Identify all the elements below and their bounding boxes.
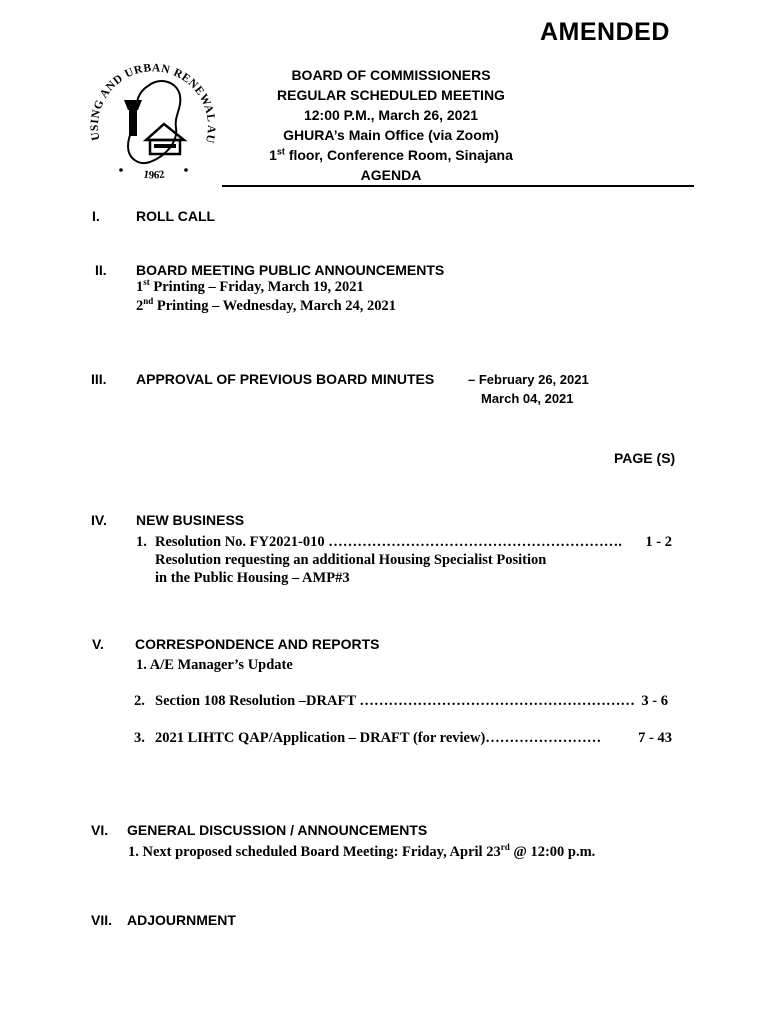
section-7-title: ADJOURNMENT (127, 912, 236, 928)
section-4-item-1-line-1: Resolution No. FY2021-010 ……………………………………………………. (155, 534, 622, 550)
seal-year: 1962 (142, 168, 166, 182)
section-6-number: VI. (91, 822, 109, 838)
section-6-title: GENERAL DISCUSSION / ANNOUNCEMENTS (127, 822, 428, 838)
s2-item2-b: Printing – Wednesday, March 24, 2021 (153, 298, 397, 314)
header-location: GHURA’s Main Office (via Zoom) (283, 127, 499, 143)
section-1-title: ROLL CALL (136, 208, 216, 224)
section-4-item-1-pages: 1 - 2 (645, 534, 672, 550)
s6-item1-sup: rd (500, 842, 510, 853)
section-2-item-2 (136, 298, 396, 315)
section-5-item-3-number: 3. (134, 730, 145, 746)
section-1-number: I. (92, 208, 100, 224)
s2-item1-sup: st (143, 277, 150, 288)
s6-item1-a: 1. Next proposed scheduled Board Meeting: Friday, April 23 (128, 844, 501, 860)
s2-item1-a: 1 (136, 279, 144, 295)
seal-text: USING AND URBAN RENEWAL AU (88, 62, 218, 145)
header-board: BOARD OF COMMISSIONERS (291, 67, 491, 83)
s2-item2-sup: nd (143, 296, 154, 307)
section-2-title: BOARD MEETING PUBLIC ANNOUNCEMENTS (136, 262, 445, 278)
section-5-item-2-number: 2. (134, 693, 145, 709)
s2-item1-b: Printing – Friday, March 19, 2021 (149, 279, 364, 295)
s2-item2-a: 2 (136, 298, 144, 314)
section-5-item-2-pages: 3 - 6 (641, 693, 668, 709)
header-floor (222, 145, 560, 165)
header-agenda: AGENDA (360, 167, 422, 183)
amended-stamp: AMENDED (540, 18, 670, 46)
header-divider (222, 185, 694, 187)
section-5-item-1: 1. A/E Manager’s Update (136, 657, 293, 673)
section-4-title: NEW BUSINESS (136, 512, 245, 528)
section-3-date-2: March 04, 2021 (481, 391, 574, 406)
section-2-item-1 (136, 279, 364, 296)
svg-text:1962 (143, 168, 166, 181)
section-3-number: III. (91, 371, 107, 387)
header-meeting: REGULAR SCHEDULED MEETING (277, 87, 505, 103)
section-4-item-1-line-2: Resolution requesting an additional Housing Specialist Position (155, 552, 547, 568)
section-4-number: IV. (91, 512, 107, 528)
section-3-date-1: – February 26, 2021 (468, 372, 589, 387)
header-floor-sup: st (276, 146, 285, 157)
section-4-item-1-line-3: in the Public Housing – AMP#3 (155, 570, 350, 586)
section-5-item-3: 2021 LIHTC QAP/Application – DRAFT (for review)…………………… (155, 730, 602, 746)
section-4-item-1-number: 1. (136, 534, 147, 550)
section-5-title: CORRESPONDENCE AND REPORTS (135, 636, 380, 652)
s6-item1-b: @ 12:00 p.m. (509, 844, 596, 860)
ghura-seal-logo (78, 46, 228, 196)
header-floor-rest: floor, Conference Room, Sinajana (284, 147, 513, 163)
section-5-item-3-pages: 7 - 43 (638, 730, 672, 746)
section-5-item-2: Section 108 Resolution –DRAFT ………………………………………………… (155, 693, 635, 709)
section-6-item-1 (128, 844, 595, 861)
section-5-number: V. (92, 636, 104, 652)
header-time-date: 12:00 P.M., March 26, 2021 (303, 107, 479, 123)
header-floor-ordinal: 1 (269, 147, 277, 163)
seal-graphic (78, 46, 228, 196)
section-7-number: VII. (91, 912, 113, 928)
page-column-header: PAGE (S) (614, 450, 676, 466)
section-3-title: APPROVAL OF PREVIOUS BOARD MINUTES (136, 371, 435, 387)
section-2-number: II. (95, 262, 107, 278)
